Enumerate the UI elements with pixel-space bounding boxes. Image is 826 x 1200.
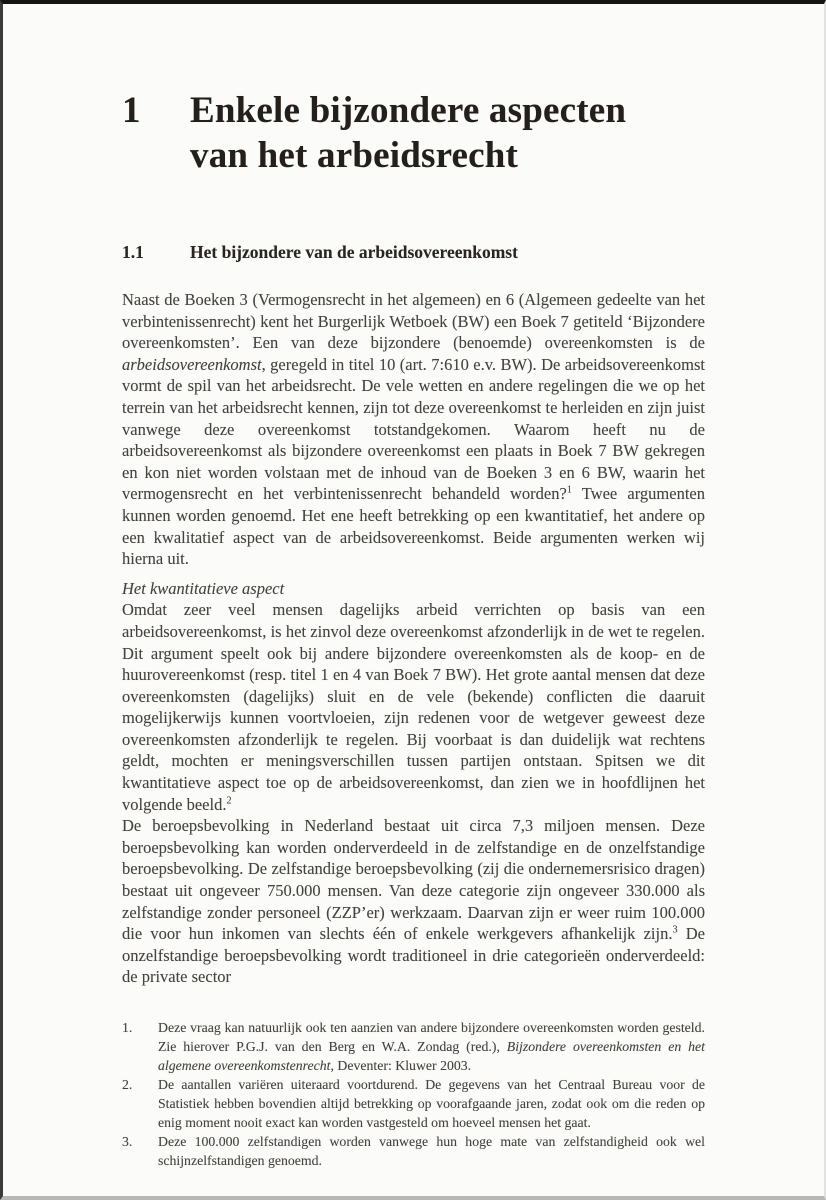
footnote-3: [122, 1132, 705, 1170]
footnote-number: 3.: [122, 1134, 133, 1149]
chapter-title-line2: van het arbeidsrecht: [190, 135, 519, 176]
chapter-title-line1: Enkele bijzondere aspecten: [190, 90, 627, 131]
paragraph-intro: Naast de Boeken 3 (Vermogensrecht in het algemeen) en 6 (Algemeen gedeelte van het verbintenissenrecht) kent het Burgerlijk Wetboek (BW) een Boek 7 getiteld ‘Bijzondere overeenkomsten’. Een van deze bijzondere (benoemde) overeenkomsten is de arbeidsovereenkomst, geregeld in titel 10 (art. 7:610 e.v. BW). De arbeidsovereenkomst vormt de spil van het arbeidsrecht. De vele wetten en andere regelingen die we op het terrein van het arbeidsrecht kennen, zijn tot deze overeenkomst te herleiden en zijn juist vanwege deze overeenkomst totstandgekomen. Waarom heeft nu de arbeidsovereenkomst als bijzondere overeenkomst een plaats in Boek 7 BW gekregen en kon niet worden volstaan met de inhoud van de Boeken 3 en 6 BW, waarin het vermogensrecht en het verbintenissenrecht behandeld worden?$^1$ Twee argumenten kunnen worden genoemd. Het ene heeft betrekking op een kwantitatief, het andere op een kwalitatief aspect van de arbeidsovereenkomst. Beide argumenten werken wij hierna uit.: [122, 290, 705, 569]
footnote-text: Deze vraag kan natuurlijk ook ten aanzien van andere bijzondere overeenkomsten worden gesteld. Zie hierover P.G.J. van den Berg en W.A. Zondag (red.), Bijzondere overeenkomsten en het algemene overeenkomstenrecht, Deventer: Kluwer 2003.: [158, 1020, 705, 1073]
footnote-1: [122, 1018, 705, 1075]
footnote-text: De aantallen variëren uiteraard voortdurend. De gegevens van het Centraal Bureau voor de Statistiek hebben bovendien altijd betrekking op voorafgaande jaren, zodat ook om die reden op enig moment nooit exact kan worden vastgesteld om hoeveel mensen het gaat.: [158, 1077, 705, 1130]
subheading-kwantitatieve-aspect: Het kwantitatieve aspect: [122, 578, 285, 598]
paragraph-beroepsbevolking: De beroepsbevolking in Nederland bestaat uit circa 7,3 miljoen mensen. Deze beroepsbevolking kan worden onderverdeeld in de zelfstandige en de onzelfstandige beroepsbevolking. De zelfstandige beroepsbevolking (zij die ondernemersrisico dragen) bestaat uit ongeveer 750.000 mensen. Van deze categorie zijn ongeveer 330.000 als zelfstandige zonder personeel (ZZP’er) werkzaam. Daarvan zijn er weer ruim 100.000 die voor hun inkomen van slechts één of enkele werkgevers afhankelijk zijn.$^3$ De onzelfstandige beroepsbevolking wordt traditioneel in drie categorieën onderverdeeld: de private sector: [122, 816, 705, 987]
body-text: [122, 289, 705, 988]
footnote-text: Deze 100.000 zelfstandigen worden vanwege hun hoge mate van zelfstandigheid ook wel schijnzelfstandigen genoemd.: [158, 1134, 705, 1168]
section-number: 1.1: [122, 242, 144, 262]
section-title: Het bijzondere van de arbeidsovereenkomst: [190, 242, 518, 262]
paragraph-kwantitatief: Omdat zeer veel mensen dagelijks arbeid verrichten op basis van een arbeidsovereenkomst, is het zinvol deze overeenkomst afzonderlijk in de wet te regelen. Dit argument speelt ook bij andere bijzondere overeenkomsten als de koop- en de huurovereenkomst (resp. titel 1 en 4 van Boek 7 BW). Het grote aantal mensen dat deze overeenkomsten (dagelijks) sluit en de vele (bekende) conflicten die daaruit mogelijkerwijs kunnen voortvloeien, zijn redenen voor de wetgever geweest deze overeenkomsten afzonderlijk te regelen. Bij voorbaat is dan duidelijk wat rechtens geldt, mochten er meningsverschillen tussen partijen ontstaan. Spitsen we dit kwantitatieve aspect toe op de arbeidsovereenkomst, dan zien we in hoofdlijnen het volgende beeld.$^2$: [122, 600, 705, 814]
section-heading: [122, 242, 705, 263]
chapter-title: [190, 88, 626, 178]
footnote-number: 1.: [122, 1020, 133, 1035]
footnote-number: 2.: [122, 1077, 133, 1092]
chapter-number: 1: [122, 90, 141, 131]
footnotes-section: [122, 1018, 705, 1170]
chapter-heading: [122, 88, 705, 178]
footnote-2: [122, 1075, 705, 1132]
